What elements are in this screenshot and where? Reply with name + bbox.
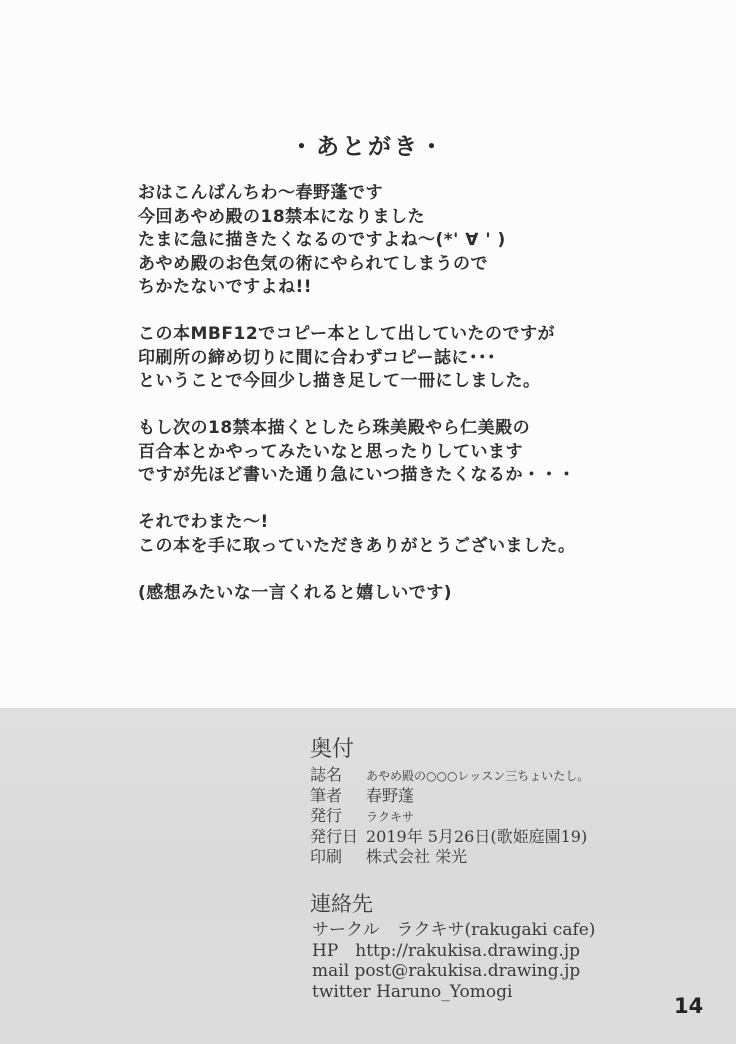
afterword-paragraph [138,323,698,394]
contact-line-twitter: twitter Haruno_Yomogi [312,981,513,1002]
colophon-label: 発行 [310,806,343,825]
colophon-heading: 奥付 [310,737,355,762]
page-number: 14 [674,994,704,1018]
afterword-paragraph [138,582,698,606]
contact-heading: 連絡先 [310,892,373,916]
afterword-line: この本MBF12でコピー本として出していたのですが [138,324,555,344]
colophon-row [310,786,589,806]
afterword-line: (感想みたいな一言くれると嬉しいです) [138,582,453,603]
colophon-label: 発行日 [310,827,359,846]
colophon-label: 印刷 [310,847,343,866]
afterword-paragraph [138,511,698,558]
afterword-line: 今回あやめ殿の18禁本になりました [138,206,426,227]
contact-line-circle: サークル ラクキサ(rakugaki cafe) [312,920,596,940]
contact-line-hp: HP http://rakukisa.drawing.jp [312,940,580,961]
afterword-line: 印刷所の締め切りに間に合わずコピー誌に･･･ [138,347,496,368]
colophon-value: 2019年 5月26日(歌姫庭園19) [366,827,588,846]
colophon-label: 誌名 [310,765,343,784]
colophon-row [310,806,589,827]
afterword-line: ちかたないですよね!! [138,277,313,297]
colophon-label: 筆者 [310,786,343,805]
afterword-body [138,182,698,605]
afterword-line: ですが先ほど書いた通り急にいつ描きたくなるか・・・ [138,465,576,485]
afterword-line: たまに急に描きたくなるのですよね～(*' ∀ ' ) [138,230,506,250]
afterword-line: あやめ殿のお色気の術にやられてしまうので [138,253,488,274]
afterword-line: この本を手に取っていただきありがとうございました。 [138,535,576,556]
colophon-rows [310,765,589,867]
afterword-line: 百合本とかやってみたいなと思ったりしています [138,441,523,462]
afterword-line: おはこんばんちわ～春野蓬です [138,183,383,203]
colophon-value: ラクキサ [366,810,415,824]
afterword-line: もし次の18禁本描くとしたら珠美殿やら仁美殿の [138,418,531,438]
afterword-paragraph [138,182,698,300]
colophon-box [0,708,736,1044]
colophon-row [310,827,589,847]
contact-lines [312,920,595,1002]
colophon-row [310,847,589,867]
colophon-value: 春野蓬 [366,786,415,805]
colophon-row [310,765,589,786]
colophon-value: あやめ殿の○○○レッスン三ちょいたし。 [366,769,590,783]
contact-line-mail: mail post@rakukisa.drawing.jp [312,961,581,981]
colophon-value: 株式会社 栄光 [366,847,468,866]
afterword-line: ということで今回少し描き足して一冊にしました。 [138,371,541,391]
afterword-title: ・あとがき・ [290,134,446,160]
afterword-line: それでわまた～! [138,512,269,532]
afterword-paragraph [138,417,698,488]
